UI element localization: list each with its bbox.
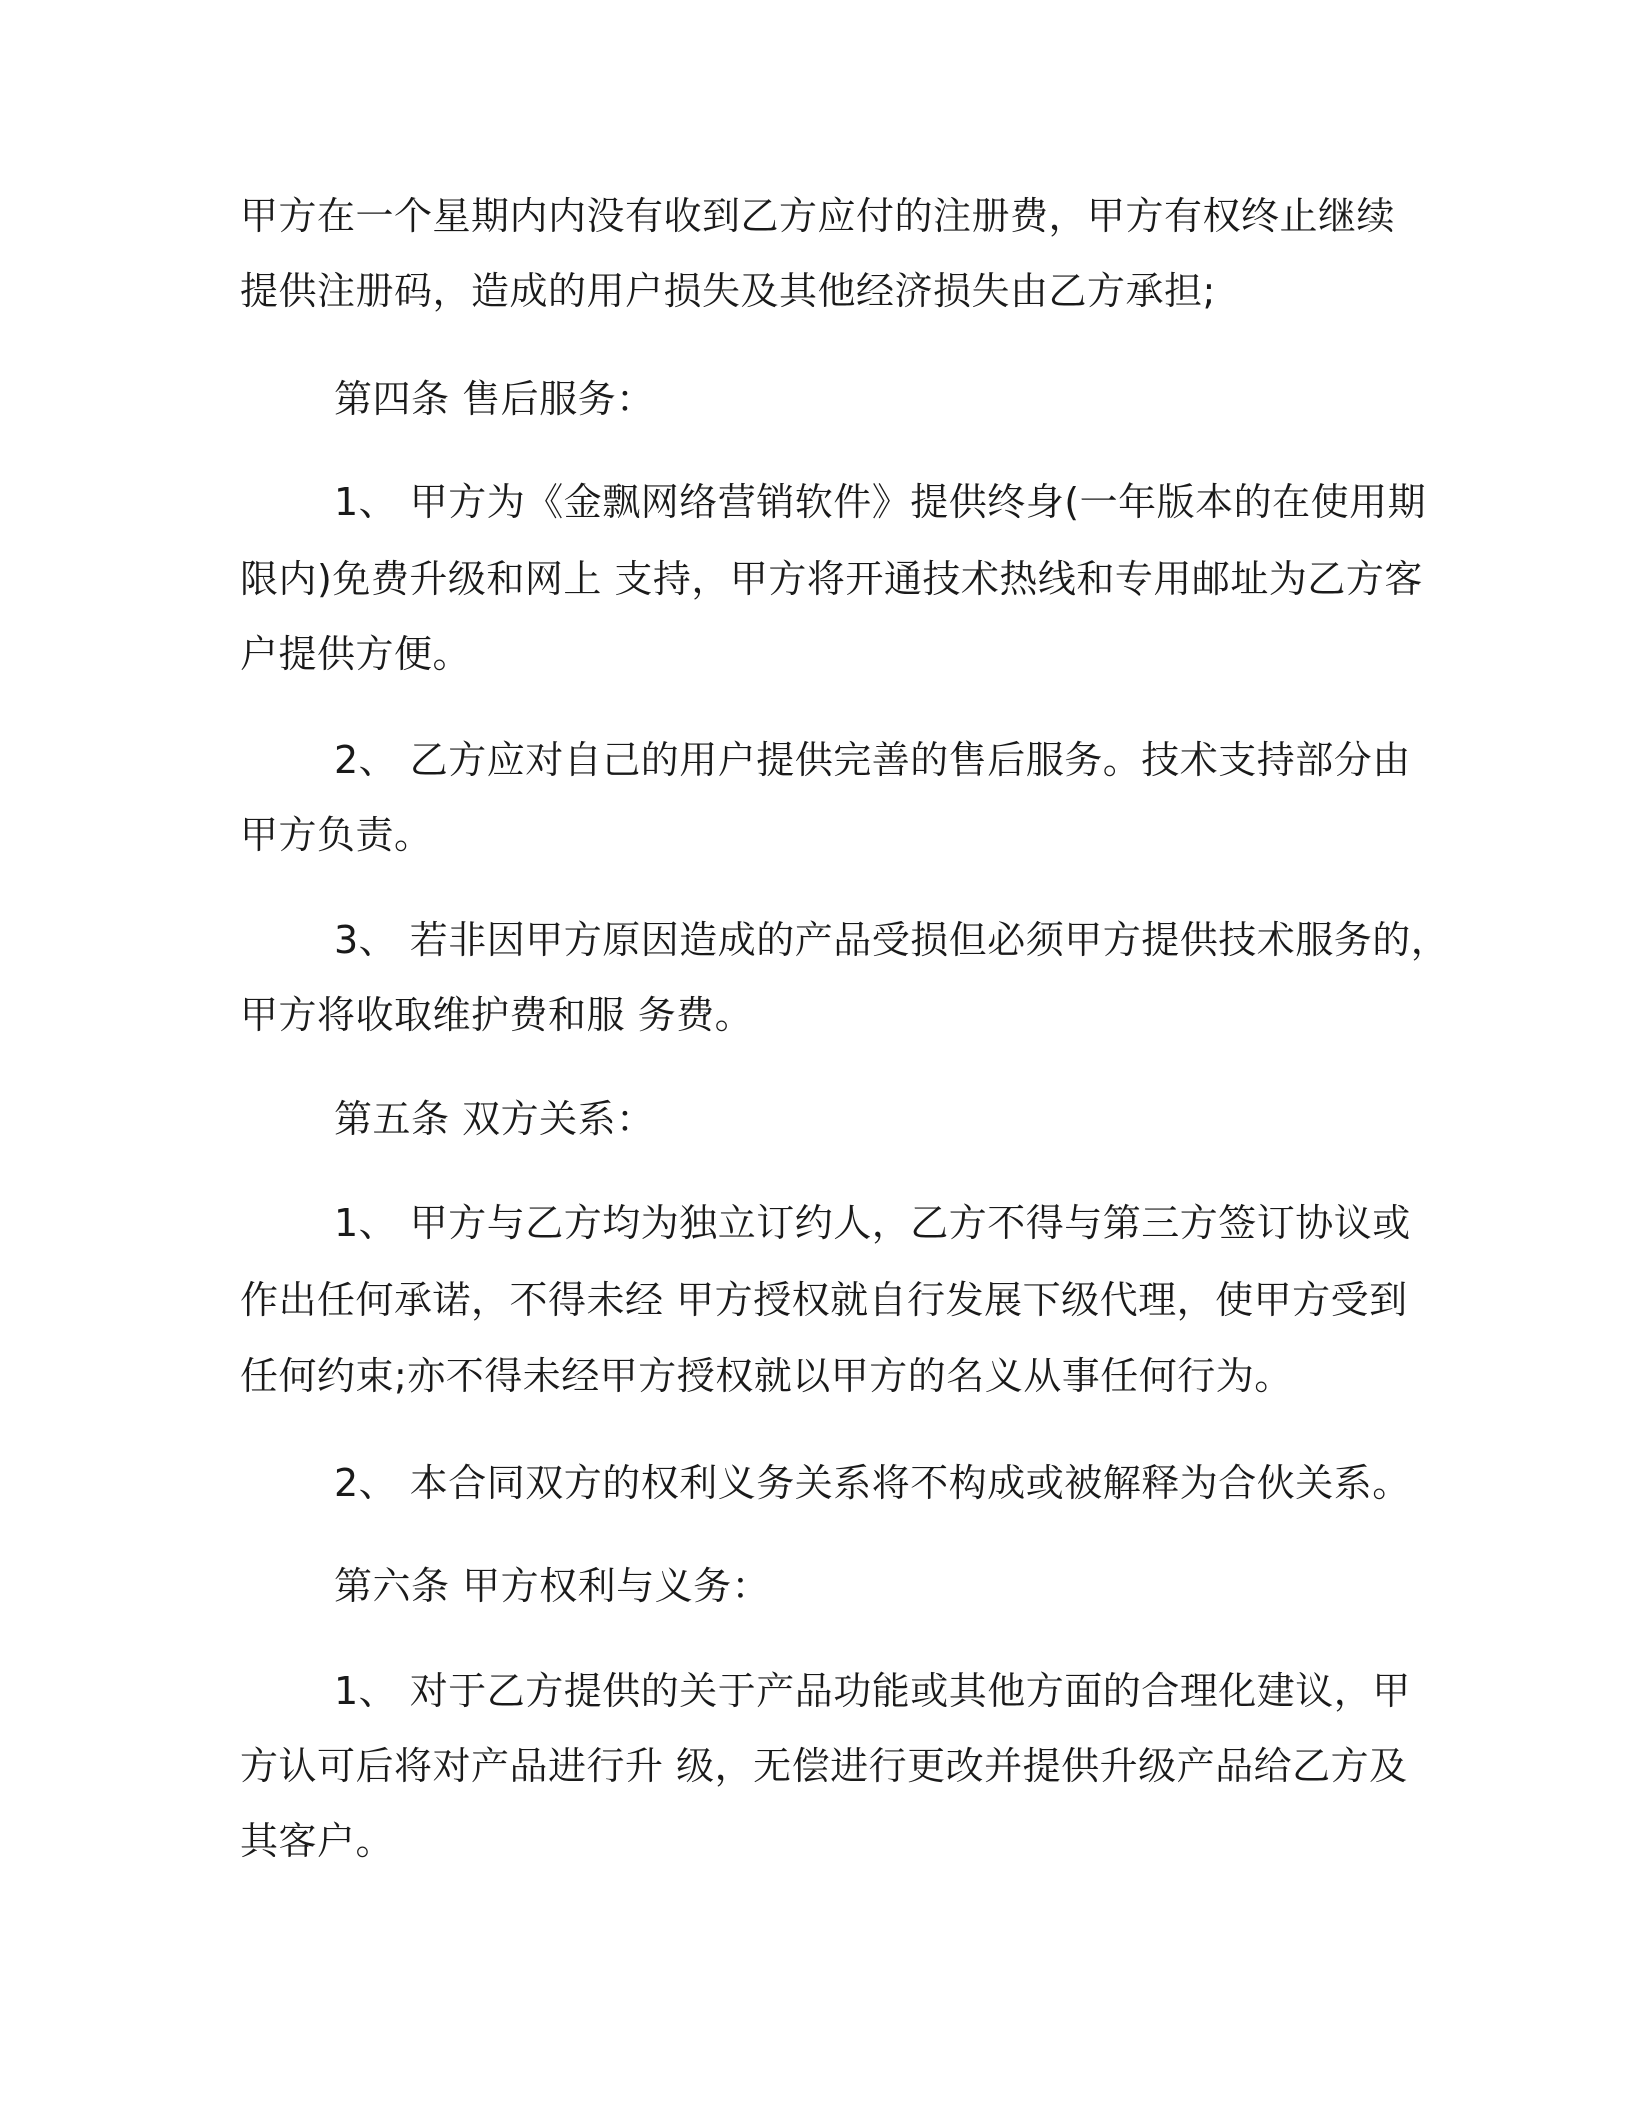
text-line: 方认可后将对产品进行升 级，无偿进行更改并提供升级产品给乙方及 <box>240 1744 1408 1788</box>
text-line: 其客户。 <box>240 1819 395 1863</box>
text-line: 限内)免费升级和网上 支持，甲方将开通技术热线和专用邮址为乙方客 <box>240 557 1423 601</box>
text-line: 甲方负责。 <box>240 813 433 857</box>
text-line: 2、 乙方应对自己的用户提供完善的售后服务。技术支持部分由 <box>334 738 1411 782</box>
text-line: 2、 本合同双方的权利义务关系将不构成或被解释为合伙关系。 <box>334 1461 1411 1505</box>
section-heading-5: 第五条 双方关系： <box>334 1097 655 1141</box>
text-line: 任何约束;亦不得未经甲方授权就以甲方的名义从事任何行为。 <box>240 1354 1293 1398</box>
text-line: 提供注册码，造成的用户损失及其他经济损失由乙方承担; <box>240 269 1216 313</box>
section-heading-6: 第六条 甲方权利与义务： <box>334 1564 771 1608</box>
text-line: 1、 甲方为《金飘网络营销软件》提供终身(一年版本的在使用期 <box>334 480 1427 524</box>
text-line: 甲方在一个星期内内没有收到乙方应付的注册费，甲方有权终止继续 <box>240 194 1396 238</box>
text-line: 甲方将收取维护费和服 务费。 <box>240 993 754 1037</box>
text-line: 作出任何承诺，不得未经 甲方授权就自行发展下级代理，使甲方受到 <box>240 1278 1408 1322</box>
section-heading-4: 第四条 售后服务： <box>334 377 655 421</box>
text-line: 3、 若非因甲方原因造成的产品受损但必须甲方提供技术服务的， <box>334 918 1450 962</box>
text-line: 1、 甲方与乙方均为独立订约人，乙方不得与第三方签订协议或 <box>334 1201 1411 1245</box>
text-line: 户提供方便。 <box>240 632 472 676</box>
text-line: 1、 对于乙方提供的关于产品功能或其他方面的合理化建议，甲 <box>334 1669 1411 1713</box>
